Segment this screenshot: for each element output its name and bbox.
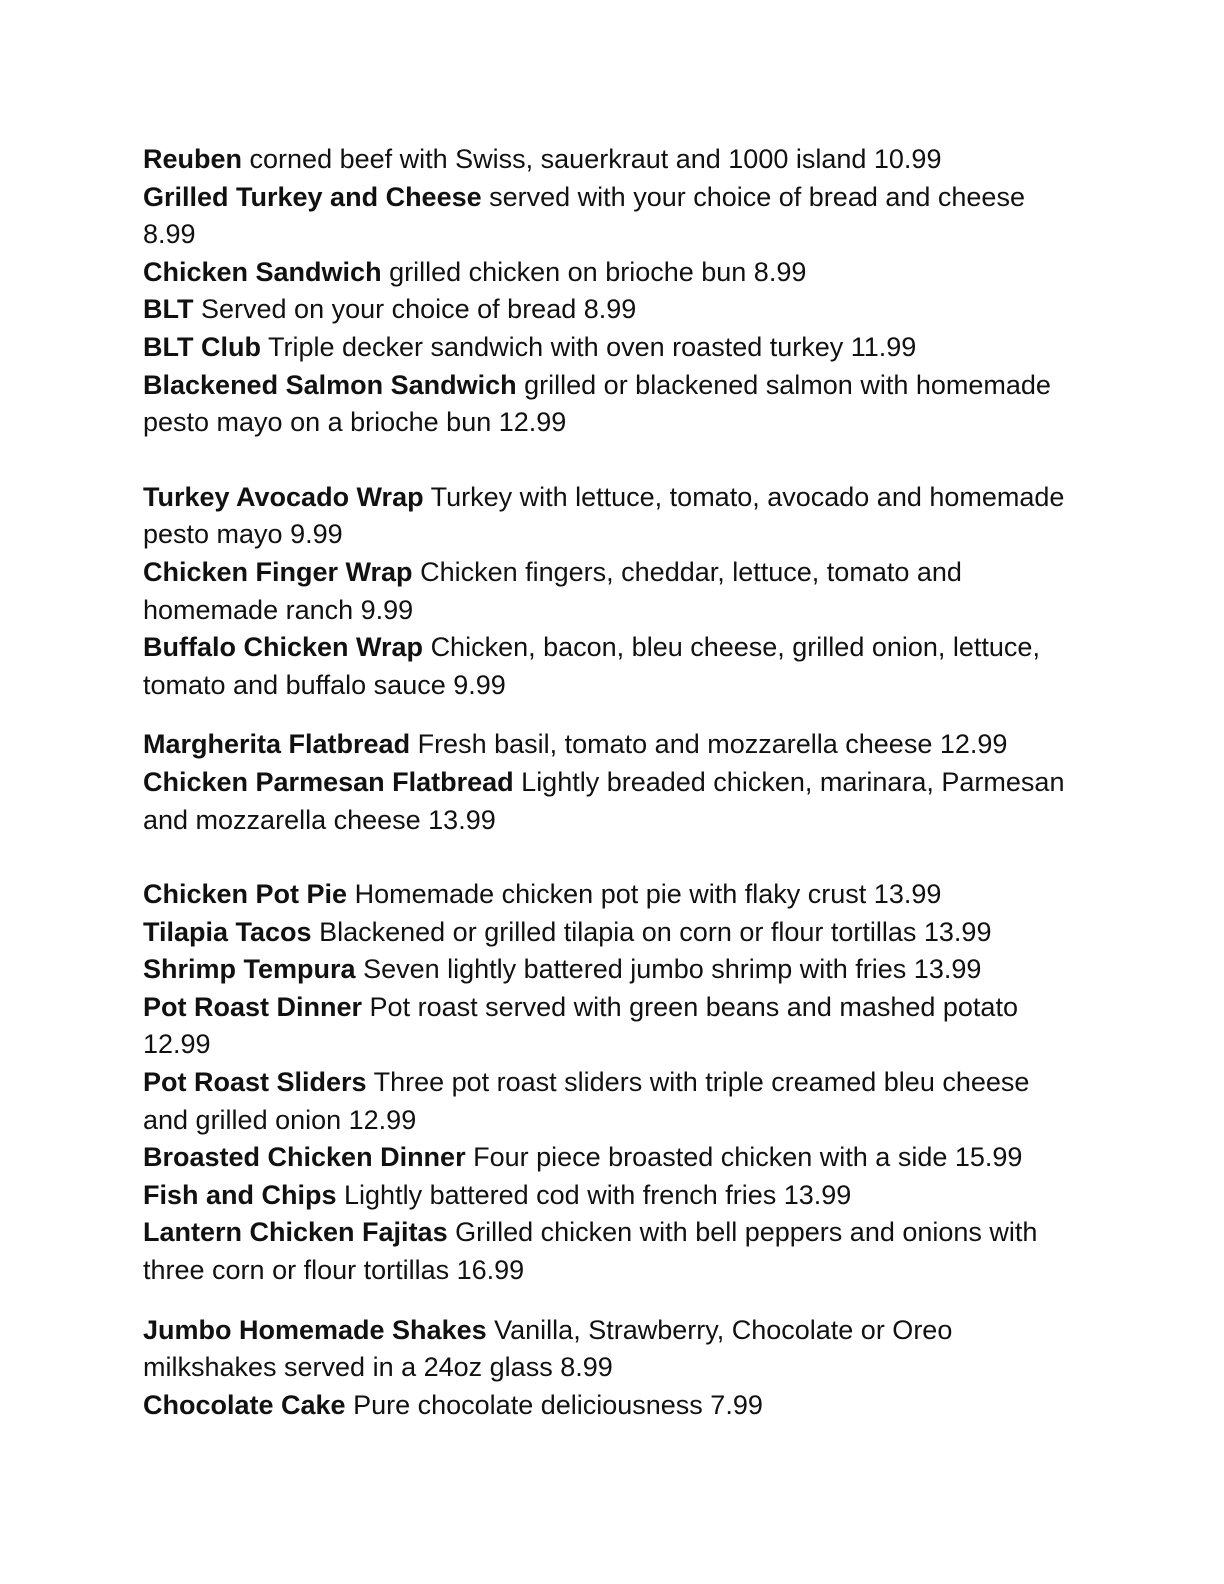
menu-section-entrees — [143, 876, 1078, 1290]
menu-item — [143, 951, 1078, 989]
menu-item-name: Chocolate Cake — [143, 1389, 346, 1420]
menu-item-description: served with your choice of bread and cheese 8.99 — [143, 181, 1025, 250]
menu-item-name: Reuben — [143, 144, 243, 174]
menu-item-description: Turkey with lettuce, tomato, avocado and homemade pesto mayo 9.99 — [143, 481, 1065, 550]
menu-item-name: Margherita Flatbread — [143, 729, 411, 760]
menu-item-description: Blackened or grilled tilapia on corn or flour tortillas 13.99 — [319, 916, 992, 947]
menu-item — [143, 914, 1078, 952]
menu-item — [143, 329, 1078, 367]
menu-item — [143, 1064, 1078, 1139]
menu-item-name: Buffalo Chicken Wrap — [143, 632, 424, 663]
menu-item-description: Pot roast served with green beans and mashed potato 12.99 — [143, 991, 1018, 1060]
menu-item — [143, 1312, 1078, 1387]
menu-item-name: Chicken Sandwich — [143, 256, 382, 287]
menu-item-description: Triple decker sandwich with oven roasted turkey 11.99 — [267, 331, 917, 362]
menu-item-name: Turkey Avocado Wrap — [143, 481, 424, 512]
menu-item — [143, 1214, 1078, 1289]
menu-item — [143, 141, 1078, 179]
menu-section-sandwiches — [143, 141, 1078, 442]
menu-item-description: Pure chocolate deliciousness 7.99 — [353, 1389, 763, 1420]
menu-item — [143, 629, 1078, 704]
menu-item-description: Served on your choice of bread 8.99 — [201, 294, 637, 325]
menu-item — [143, 179, 1078, 254]
menu-section-flatbreads — [143, 726, 1078, 839]
menu-item-name: Grilled Turkey and Cheese — [143, 181, 482, 212]
menu-item — [143, 989, 1078, 1064]
menu-item-description: Seven lightly battered jumbo shrimp with fries 13.99 — [363, 954, 982, 985]
menu-item-description: Vanilla, Strawberry, Chocolate or Oreo milkshakes served in a 24oz glass 8.99 — [143, 1314, 953, 1383]
menu-item-name: Jumbo Homemade Shakes — [143, 1314, 487, 1345]
menu-item — [143, 764, 1078, 839]
menu-item-description: Lightly battered cod with french fries 13.99 — [344, 1179, 852, 1210]
menu-item-name: Chicken Parmesan Flatbread — [143, 766, 514, 797]
menu-item — [143, 1387, 1078, 1425]
menu-item-description: Chicken fingers, cheddar, lettuce, tomato and homemade ranch 9.99 — [143, 556, 962, 625]
menu-item-name: Lantern Chicken Fajitas — [143, 1217, 448, 1248]
menu-item-name: Pot Roast Sliders — [143, 1067, 367, 1098]
menu-item — [143, 726, 1078, 764]
menu-item-description: Three pot roast sliders with triple creamed bleu cheese and grilled onion 12.99 — [143, 1067, 1030, 1135]
menu-section-wraps — [143, 479, 1078, 705]
menu-item-name: BLT — [143, 294, 194, 325]
menu-item-description: corned beef with Swiss, sauerkraut and 1000 island 10.99 — [249, 144, 942, 174]
menu-page — [143, 141, 1078, 1424]
menu-item-name: Shrimp Tempura — [143, 954, 356, 985]
menu-item-name: Chicken Finger Wrap — [143, 556, 413, 587]
menu-item-description: Grilled chicken with bell peppers and onions with three corn or flour tortillas 16.99 — [143, 1217, 1038, 1286]
menu-item — [143, 291, 1078, 329]
menu-item-description: Homemade chicken pot pie with flaky crust 13.99 — [354, 879, 942, 910]
menu-item-name: Blackened Salmon Sandwich — [143, 369, 517, 400]
menu-item-name: Broasted Chicken Dinner — [143, 1142, 466, 1173]
menu-item-description: grilled chicken on brioche bun 8.99 — [389, 256, 807, 287]
menu-item-name: Tilapia Tacos — [143, 916, 312, 947]
menu-item — [143, 554, 1078, 629]
menu-item-description: Fresh basil, tomato and mozzarella cheese 12.99 — [417, 729, 1008, 760]
menu-item — [143, 479, 1078, 554]
menu-item — [143, 1177, 1078, 1215]
menu-item — [143, 876, 1078, 914]
menu-item-description: Four piece broasted chicken with a side 15.99 — [473, 1142, 1023, 1173]
menu-item-name: BLT Club — [143, 331, 261, 362]
menu-item — [143, 367, 1078, 442]
menu-item — [143, 1139, 1078, 1177]
menu-section-desserts — [143, 1312, 1078, 1425]
menu-item — [143, 254, 1078, 292]
menu-item-description: grilled or blackened salmon with homemade pesto mayo on a brioche bun 12.99 — [143, 369, 1051, 438]
menu-item-name: Chicken Pot Pie — [143, 879, 348, 910]
menu-item-name: Fish and Chips — [143, 1179, 337, 1210]
menu-item-description: Lightly breaded chicken, marinara, Parmesan and mozzarella cheese 13.99 — [143, 766, 1065, 835]
menu-item-description: Chicken, bacon, bleu cheese, grilled onion, lettuce, tomato and buffalo sauce 9.99 — [143, 632, 1040, 700]
menu-item-name: Pot Roast Dinner — [143, 991, 363, 1022]
